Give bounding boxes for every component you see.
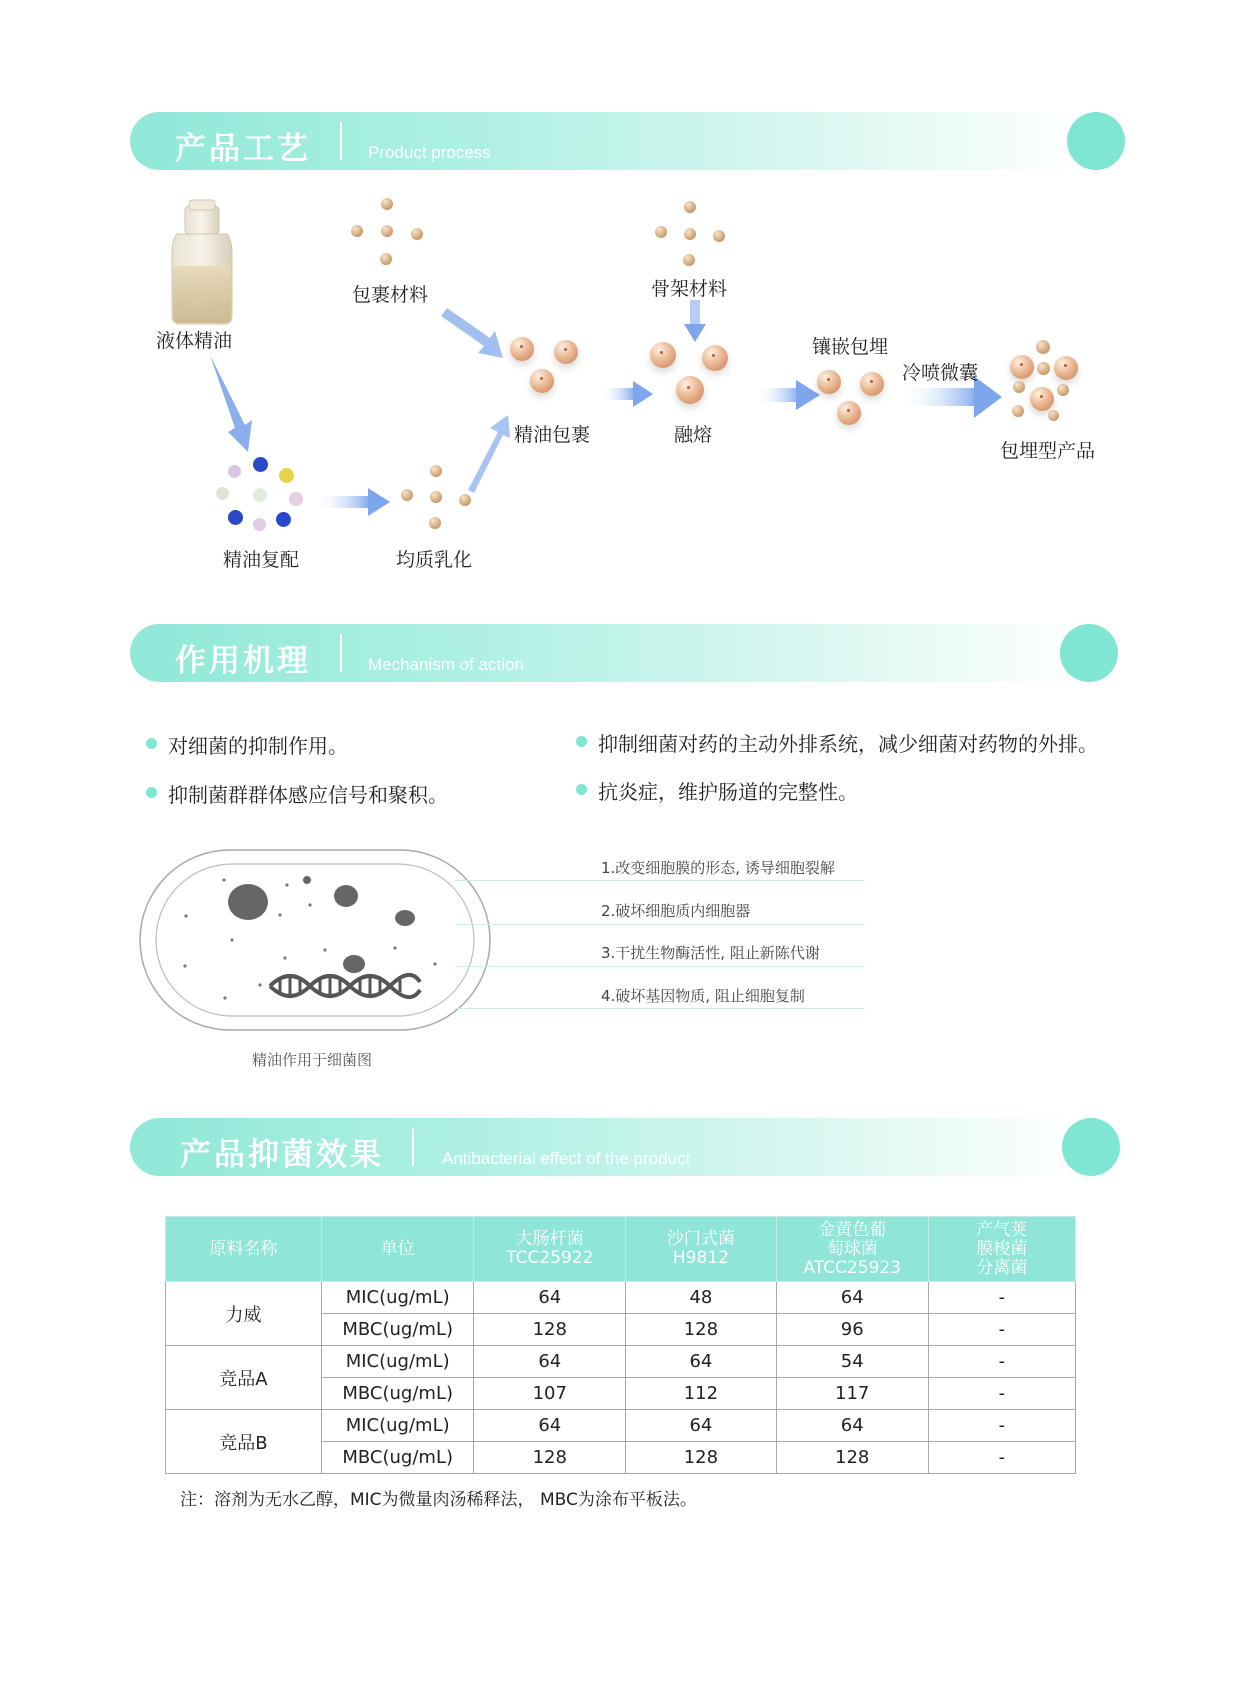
- section-title: 作用机理: [175, 643, 311, 679]
- col-header: 沙门式菌 H9812: [626, 1217, 777, 1282]
- label-spray-cooling: 冷喷微囊: [902, 362, 979, 384]
- table-cell: -: [928, 1282, 1075, 1314]
- table-cell: 128: [626, 1314, 777, 1346]
- bead: [1037, 362, 1050, 375]
- bead: [430, 491, 442, 503]
- flow-arrow-icon: [210, 355, 252, 452]
- section-circle-icon: [1067, 112, 1125, 170]
- bead: [459, 494, 471, 506]
- oil-drop: [253, 518, 266, 531]
- table-cell: 107: [474, 1378, 626, 1410]
- bead: [380, 253, 392, 265]
- product-name-cell: 力威: [166, 1282, 322, 1346]
- oil-drop: [289, 492, 303, 506]
- section-subtitle: Antibacterial effect of the product: [442, 1149, 691, 1168]
- product-name-cell: 竞品B: [166, 1410, 322, 1474]
- capsule: [510, 337, 534, 361]
- label-final-product: 包埋型产品: [1000, 440, 1096, 462]
- col-header: 原料名称: [166, 1217, 322, 1282]
- bead: [381, 198, 393, 210]
- table-row: [166, 1410, 1076, 1442]
- table-cell: 64: [474, 1282, 626, 1314]
- label-melting: 融熔: [674, 424, 713, 446]
- label-homogenize: 均质乳化: [396, 549, 473, 571]
- antibacterial-table: [165, 1216, 1076, 1474]
- bead: [1048, 410, 1059, 421]
- table-cell: -: [928, 1314, 1075, 1346]
- table-cell: 48: [626, 1282, 777, 1314]
- bead: [1012, 405, 1024, 417]
- col-header: 大肠杆菌 TCC25922: [474, 1217, 626, 1282]
- annotation-text: 1.改变细胞膜的形态, 诱导细胞裂解: [601, 859, 835, 877]
- product-name-cell: 竞品A: [166, 1346, 322, 1410]
- bead: [351, 225, 363, 237]
- table-cell: 96: [776, 1314, 928, 1346]
- col-header: 金黄色葡 萄球菌 ATCC25923: [776, 1217, 928, 1282]
- annotation-text: 4.破坏基因物质, 阻止细胞复制: [601, 987, 805, 1005]
- flow-arrow-icon: [441, 308, 503, 358]
- flow-arrow-icon: [468, 415, 510, 493]
- table-cell: 64: [474, 1346, 626, 1378]
- capsule: [650, 342, 676, 368]
- table-cell: MBC(ug/mL): [321, 1442, 474, 1474]
- capsule: [676, 376, 704, 404]
- annotation-text: 3.干扰生物酶活性, 阻止新陈代谢: [601, 944, 820, 962]
- col-header: 产气荚 膜梭菌 分离菌: [928, 1217, 1075, 1282]
- table-cell: 128: [776, 1442, 928, 1474]
- mechanism-point: 抑制细菌对药的主动外排系统，减少细菌对药物的外排。: [598, 728, 1098, 757]
- process-diagram: [0, 170, 1240, 590]
- oil-drop: [253, 457, 268, 472]
- table-cell: 64: [626, 1346, 777, 1378]
- section-circle-icon: [1062, 1118, 1120, 1176]
- table-cell: MBC(ug/mL): [321, 1314, 474, 1346]
- oil-drop: [279, 468, 294, 483]
- table-cell: 64: [626, 1410, 777, 1442]
- oil-drop: [216, 487, 229, 500]
- bead: [429, 517, 441, 529]
- label-embedding: 镶嵌包埋: [812, 336, 889, 358]
- flow-arrow-icon: [755, 380, 820, 410]
- table-cell: 117: [776, 1378, 928, 1410]
- table-cell: -: [928, 1346, 1075, 1378]
- table-cell: MBC(ug/mL): [321, 1378, 474, 1410]
- capsule: [554, 340, 578, 364]
- label-coating-material: 包裹材料: [352, 284, 429, 306]
- bead: [684, 228, 696, 240]
- label-oil-blend: 精油复配: [223, 549, 300, 571]
- mechanism-point: 抗炎症，维护肠道的完整性。: [598, 776, 858, 805]
- capsule: [817, 370, 841, 394]
- section-circle-icon: [1060, 624, 1118, 682]
- table-cell: MIC(ug/mL): [321, 1346, 474, 1378]
- mechanism-point: 抑制菌群群体感应信号和聚积。: [168, 779, 448, 808]
- bacterium-illustration: [130, 840, 500, 1040]
- bead: [430, 465, 442, 477]
- bead: [655, 226, 667, 238]
- dna-icon: [270, 975, 420, 997]
- oil-drop: [228, 510, 243, 525]
- annotation-text: 2.破坏细胞质内细胞器: [601, 902, 751, 920]
- table-cell: 64: [474, 1410, 626, 1442]
- capsule: [860, 372, 884, 396]
- table-cell: 64: [776, 1282, 928, 1314]
- bead: [1036, 340, 1050, 354]
- bead: [684, 201, 696, 213]
- table-header-row: [166, 1217, 1076, 1282]
- oil-drop: [253, 488, 267, 502]
- capsule: [1054, 356, 1078, 380]
- section-divider: [340, 122, 342, 160]
- table-cell: -: [928, 1410, 1075, 1442]
- bead: [411, 228, 423, 240]
- table-cell: 112: [626, 1378, 777, 1410]
- bead: [401, 489, 413, 501]
- section-subtitle: Mechanism of action: [368, 655, 524, 674]
- flow-arrow-icon: [600, 381, 653, 407]
- section-title: 产品抑菌效果: [180, 1137, 384, 1173]
- bead: [381, 225, 393, 237]
- table-row: [166, 1282, 1076, 1314]
- table-cell: 64: [776, 1410, 928, 1442]
- col-header: 单位: [321, 1217, 474, 1282]
- bead: [1013, 381, 1025, 393]
- capsule: [702, 345, 728, 371]
- section-divider: [340, 634, 342, 672]
- table-cell: 54: [776, 1346, 928, 1378]
- oil-drop: [228, 465, 241, 478]
- capsule: [837, 401, 861, 425]
- table-cell: -: [928, 1442, 1075, 1474]
- capsule: [1030, 387, 1054, 411]
- flow-arrow-icon: [315, 488, 390, 516]
- illustration-caption: 精油作用于细菌图: [252, 1051, 373, 1069]
- table-cell: 128: [626, 1442, 777, 1474]
- section-subtitle: Product process: [368, 143, 491, 162]
- table-cell: 128: [474, 1442, 626, 1474]
- flow-arrow-icon: [684, 300, 706, 342]
- capsule: [530, 369, 554, 393]
- table-cell: MIC(ug/mL): [321, 1410, 474, 1442]
- bead: [1057, 384, 1069, 396]
- oil-drop: [276, 512, 291, 527]
- annotation-line: [455, 924, 865, 925]
- label-liquid-oil: 液体精油: [156, 330, 233, 352]
- label-skeleton-material: 骨架材料: [651, 278, 728, 300]
- annotation-line: [455, 966, 865, 967]
- bead: [713, 230, 725, 242]
- bead: [683, 254, 695, 266]
- table-cell: -: [928, 1378, 1075, 1410]
- table-note: 注：溶剂为无水乙醇，MIC为微量肉汤稀释法， MBC为涂布平板法。: [180, 1490, 697, 1510]
- mechanism-point: 对细菌的抑制作用。: [168, 730, 348, 759]
- annotation-line: [455, 1008, 865, 1009]
- oil-bottle-icon: [172, 200, 232, 324]
- table-row: [166, 1346, 1076, 1378]
- capsule: [1010, 355, 1034, 379]
- annotation-line: [455, 880, 865, 881]
- table-cell: 128: [474, 1314, 626, 1346]
- section-divider: [412, 1128, 414, 1166]
- table-cell: MIC(ug/mL): [321, 1282, 474, 1314]
- label-oil-coating: 精油包裹: [514, 424, 591, 446]
- section-title: 产品工艺: [175, 131, 311, 167]
